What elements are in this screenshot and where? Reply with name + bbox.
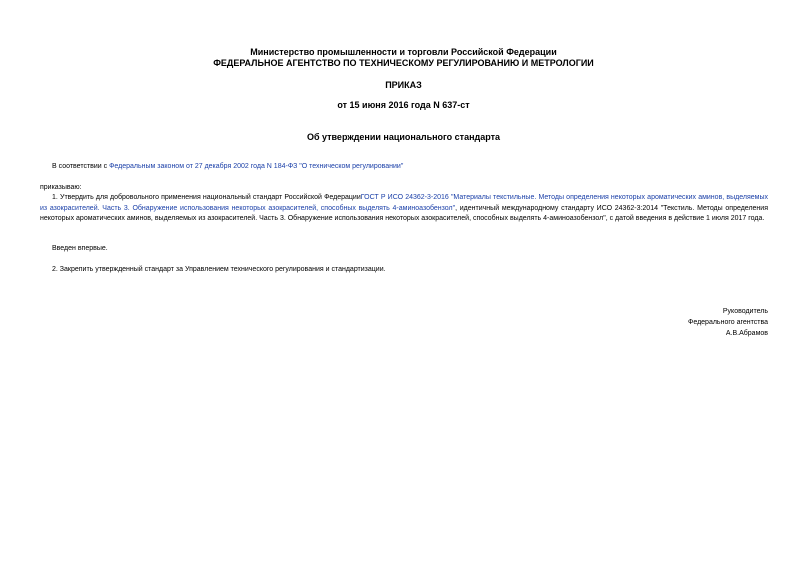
standard-link[interactable]: ГОСТ Р ИСО 24362-3-2016 "Материалы текстильные. Методы определения некоторых ароматических аминов, выделяемых из азокрасителей. Часть 3. Обнаружение использования некоторых азокрасителей, способных выделять 4-аминоазобензол": [40, 194, 768, 212]
document-date-number: от 15 июня 2016 года N 637-ст: [337, 100, 470, 110]
order-item-1: [40, 193, 768, 225]
document-type: ПРИКАЗ: [385, 80, 422, 90]
order-item-2: 2. Закрепить утвержденный стандарт за Управлением технического регулирования и стандартизации.: [52, 266, 386, 273]
signature-position: Руководитель: [722, 308, 768, 315]
order-item-1-prefix: 1. Утвердить для добровольного применения национальный стандарт Российской Федерации: [52, 194, 361, 201]
order-item-1-suffix: , идентичный международному стандарту ИСО 24362-3:2014 "Текстиль. Методы определения некоторых ароматических аминов, выделяемых из азокрасителей. Часть 3. Обнаружение использования некоторых азокрасителей, способных выделять 4-аминоазобензол", с датой введения в действие 1 июля 2017 года.: [40, 204, 768, 222]
agency-title: ФЕДЕРАЛЬНОЕ АГЕНТСТВО ПО ТЕХНИЧЕСКОМУ РЕГУЛИРОВАНИЮ И МЕТРОЛОГИИ: [213, 58, 594, 68]
ministry-title: Министерство промышленности и торговли Российской Федерации: [250, 47, 557, 57]
legal-basis-prefix: В соответствии с: [52, 163, 110, 170]
legal-basis-paragraph: [52, 162, 768, 173]
introduction-note: Введен впервые.: [52, 245, 108, 252]
federal-law-link[interactable]: Федеральным законом от 27 декабря 2002 года N 184-ФЗ "О техническом регулировании": [109, 163, 404, 170]
signature-name: А.В.Абрамов: [725, 330, 768, 337]
document-subject: Об утверждении национального стандарта: [306, 132, 501, 142]
signature-organization: Федерального агентства: [688, 319, 768, 326]
orders-line: приказываю:: [40, 184, 82, 191]
